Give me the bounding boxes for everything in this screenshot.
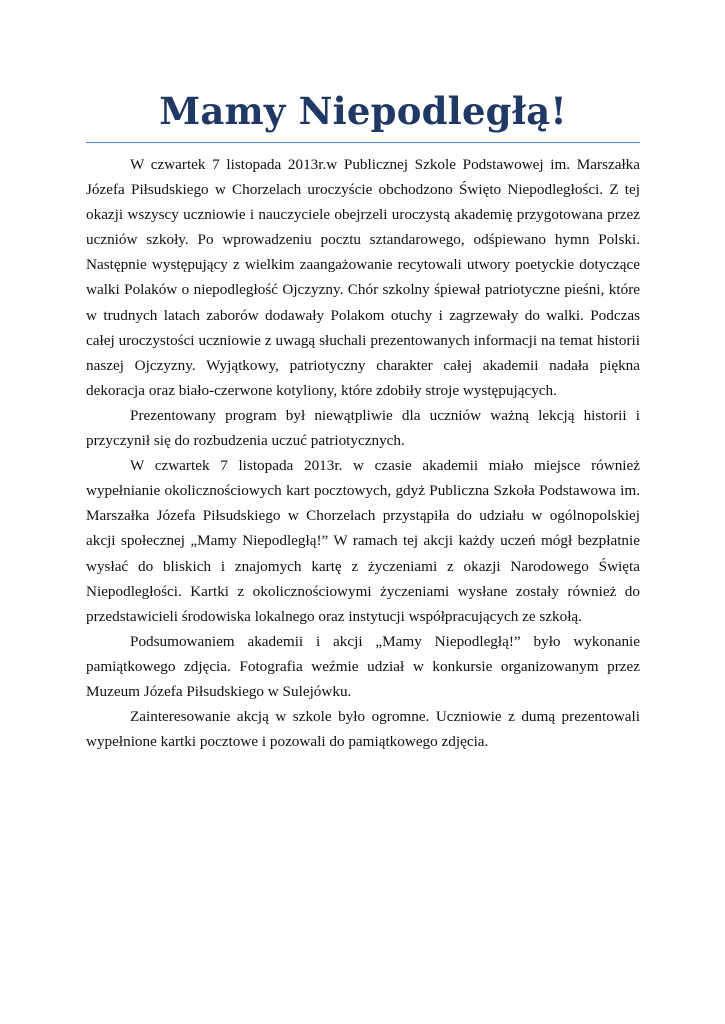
title-underline xyxy=(86,142,640,143)
paragraph-1: W czwartek 7 listopada 2013r.w Publicznej Szkole Podstawowej im. Marszałka Józefa Piłsudskiego w Chorzelach uroczyście obchodzono Święto Niepodległości. Z tej okazji wszyscy uczniowie i nauczyciele obejrzeli uroczystą akademię przygotowana przez uczniów szkoły. Po wprowadzeniu pocztu sztandarowego, odśpiewano hymn Polski. Następnie występujący z wielkim zaangażowanie recytowali utwory poetyckie dotyczące walki Polaków o niepodległość Ojczyzny. Chór szkolny śpiewał patriotyczne pieśni, które w trudnych latach zaborów dodawały Polakom otuchy i zagrzewały do walki. Podczas całej uroczystości uczniowie z uwagą słuchali prezentowanych informacji na temat historii naszej Ojczyzny. Wyjątkowy, patriotyczny charakter całej akademii nadała piękna dekoracja oraz biało-czerwone kotyliony, które zdobiły stroje występujących. xyxy=(86,156,640,399)
paragraph-3: W czwartek 7 listopada 2013r. w czasie akademii miało miejsce również wypełnianie okolicznościowych kart pocztowych, gdyż Publiczna Szkoła Podstawowa im. Marszałka Józefa Piłsudskiego w Chorzelach przystąpiła do udziału w ogólnopolskiej akcji społecznej „Mamy Niepodległą!” W ramach tej akcji każdy uczeń mógł bezpłatnie wysłać do bliskich i znajomych kartę z życzeniami z okazji Narodowego Święta Niepodległości. Kartki z okolicznościowymi życzeniami wysłane zostały również do przedstawicieli środowiska lokalnego oraz instytucji współpracujących ze szkołą. xyxy=(86,457,640,625)
paragraph-2: Prezentowany program był niewątpliwie dla uczniów ważną lekcją historii i przyczynił się do rozbudzenia uczuć patriotycznych. xyxy=(86,406,640,450)
paragraph-5: Zainteresowanie akcją w szkole było ogromne. Uczniowie z dumą prezentowali wypełnione kartki pocztowe i pozowali do pamiątkowego zdjęcia. xyxy=(86,708,640,751)
document-body xyxy=(86,152,640,754)
document-title: Mamy Niepodległą! xyxy=(159,89,567,133)
paragraph-4: Podsumowaniem akademii i akcji „Mamy Niepodległą!” było wykonanie pamiątkowego zdjęcia. Fotografia weźmie udział w konkursie organizowanym przez Muzeum Józefa Piłsudskiego w Sulejówku. xyxy=(86,632,640,700)
